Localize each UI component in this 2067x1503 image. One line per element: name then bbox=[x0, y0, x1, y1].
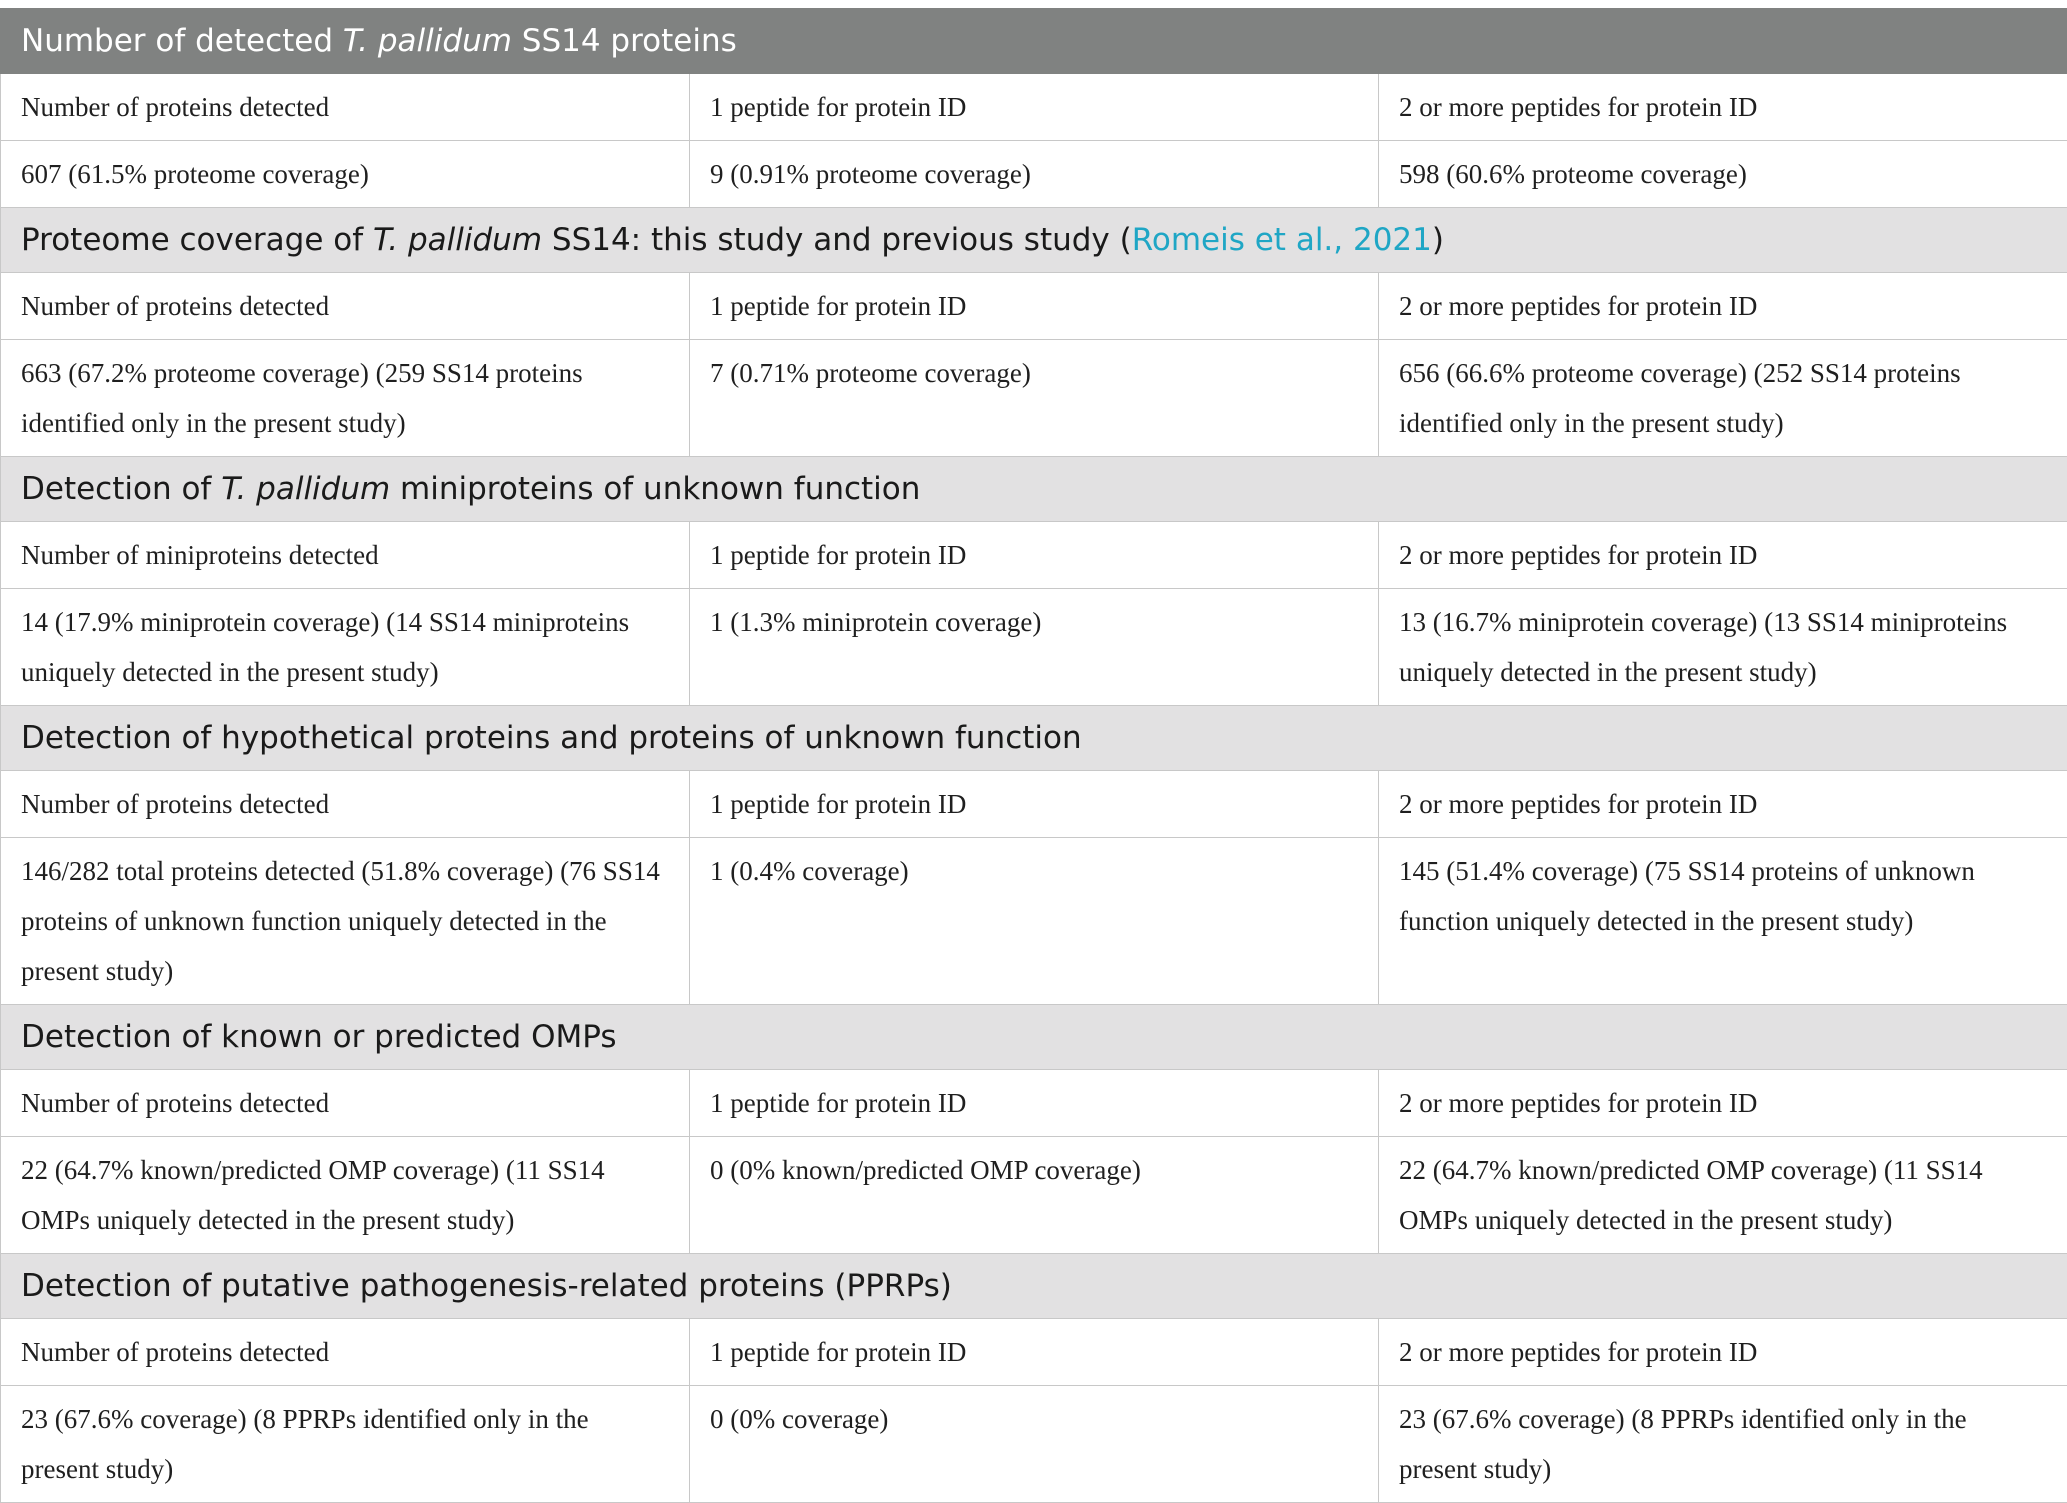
header-cell: 1 peptide for protein ID bbox=[690, 522, 1379, 589]
section-title-text: miniproteins of unknown function bbox=[390, 471, 920, 507]
section-title-text: SS14: this study and previous study ( bbox=[542, 222, 1132, 258]
section-title-text: SS14 proteins bbox=[512, 23, 737, 59]
value-cell: 1 (0.4% coverage) bbox=[690, 838, 1379, 1005]
proteome-summary-table bbox=[0, 8, 2067, 1503]
species-name: T. pallidum bbox=[221, 471, 390, 507]
value-cell: 663 (67.2% proteome coverage) (259 SS14 proteins identified only in the present study) bbox=[1, 340, 690, 457]
table-row bbox=[1, 141, 2067, 208]
table-row bbox=[1, 273, 2067, 340]
value-cell: 1 (1.3% miniprotein coverage) bbox=[690, 589, 1379, 706]
value-cell: 9 (0.91% proteome coverage) bbox=[690, 141, 1379, 208]
header-cell: 2 or more peptides for protein ID bbox=[1379, 74, 2067, 141]
header-cell: Number of proteins detected bbox=[1, 273, 690, 340]
section-row bbox=[1, 457, 2067, 522]
section-title: Detection of hypothetical proteins and proteins of unknown function bbox=[1, 706, 2067, 771]
header-cell: 2 or more peptides for protein ID bbox=[1379, 273, 2067, 340]
section-title: Detection of putative pathogenesis-related proteins (PPRPs) bbox=[1, 1254, 2067, 1319]
section-row bbox=[1, 1005, 2067, 1070]
header-cell: 1 peptide for protein ID bbox=[690, 74, 1379, 141]
value-cell: 607 (61.5% proteome coverage) bbox=[1, 141, 690, 208]
value-cell: 0 (0% coverage) bbox=[690, 1386, 1379, 1503]
table-row bbox=[1, 589, 2067, 706]
value-cell: 13 (16.7% miniprotein coverage) (13 SS14 miniproteins uniquely detected in the present study) bbox=[1379, 589, 2067, 706]
header-cell: Number of proteins detected bbox=[1, 1319, 690, 1386]
value-cell: 656 (66.6% proteome coverage) (252 SS14 proteins identified only in the present study) bbox=[1379, 340, 2067, 457]
table-row bbox=[1, 838, 2067, 1005]
header-cell: 2 or more peptides for protein ID bbox=[1379, 771, 2067, 838]
value-cell: 598 (60.6% proteome coverage) bbox=[1379, 141, 2067, 208]
section-row bbox=[1, 706, 2067, 771]
citation-link[interactable]: Romeis et al., 2021 bbox=[1132, 222, 1432, 258]
section-title: Detection of known or predicted OMPs bbox=[1, 1005, 2067, 1070]
section-title bbox=[1, 208, 2067, 273]
table-row bbox=[1, 771, 2067, 838]
header-cell: Number of miniproteins detected bbox=[1, 522, 690, 589]
value-cell: 22 (64.7% known/predicted OMP coverage) (11 SS14 OMPs uniquely detected in the present study) bbox=[1379, 1137, 2067, 1254]
value-cell: 23 (67.6% coverage) (8 PPRPs identified only in the present study) bbox=[1379, 1386, 2067, 1503]
value-cell: 23 (67.6% coverage) (8 PPRPs identified only in the present study) bbox=[1, 1386, 690, 1503]
header-cell: 2 or more peptides for protein ID bbox=[1379, 1070, 2067, 1137]
section-row bbox=[1, 208, 2067, 273]
table-row bbox=[1, 1386, 2067, 1503]
header-cell: 1 peptide for protein ID bbox=[690, 771, 1379, 838]
header-cell: Number of proteins detected bbox=[1, 1070, 690, 1137]
header-cell: 1 peptide for protein ID bbox=[690, 1319, 1379, 1386]
header-cell: 1 peptide for protein ID bbox=[690, 273, 1379, 340]
species-name: T. pallidum bbox=[373, 222, 542, 258]
table-row bbox=[1, 74, 2067, 141]
header-cell: 1 peptide for protein ID bbox=[690, 1070, 1379, 1137]
table-row bbox=[1, 1137, 2067, 1254]
species-name: T. pallidum bbox=[343, 23, 512, 59]
value-cell: 0 (0% known/predicted OMP coverage) bbox=[690, 1137, 1379, 1254]
value-cell: 14 (17.9% miniprotein coverage) (14 SS14 miniproteins uniquely detected in the present study) bbox=[1, 589, 690, 706]
header-cell: 2 or more peptides for protein ID bbox=[1379, 1319, 2067, 1386]
header-cell: 2 or more peptides for protein ID bbox=[1379, 522, 2067, 589]
section-row bbox=[1, 1254, 2067, 1319]
section-title bbox=[1, 9, 2067, 74]
table-row bbox=[1, 522, 2067, 589]
value-cell: 7 (0.71% proteome coverage) bbox=[690, 340, 1379, 457]
value-cell: 22 (64.7% known/predicted OMP coverage) (11 SS14 OMPs uniquely detected in the present study) bbox=[1, 1137, 690, 1254]
value-cell: 146/282 total proteins detected (51.8% coverage) (76 SS14 proteins of unknown function uniquely detected in the present study) bbox=[1, 838, 690, 1005]
table-row bbox=[1, 340, 2067, 457]
section-row bbox=[1, 9, 2067, 74]
section-title-text: ) bbox=[1432, 222, 1444, 258]
header-cell: Number of proteins detected bbox=[1, 771, 690, 838]
section-title-text: Detection of bbox=[21, 471, 221, 507]
section-title-text: Proteome coverage of bbox=[21, 222, 373, 258]
header-cell: Number of proteins detected bbox=[1, 74, 690, 141]
section-title bbox=[1, 457, 2067, 522]
section-title-text: Number of detected bbox=[21, 23, 343, 59]
table-row bbox=[1, 1319, 2067, 1386]
value-cell: 145 (51.4% coverage) (75 SS14 proteins of unknown function uniquely detected in the present study) bbox=[1379, 838, 2067, 1005]
table-row bbox=[1, 1070, 2067, 1137]
